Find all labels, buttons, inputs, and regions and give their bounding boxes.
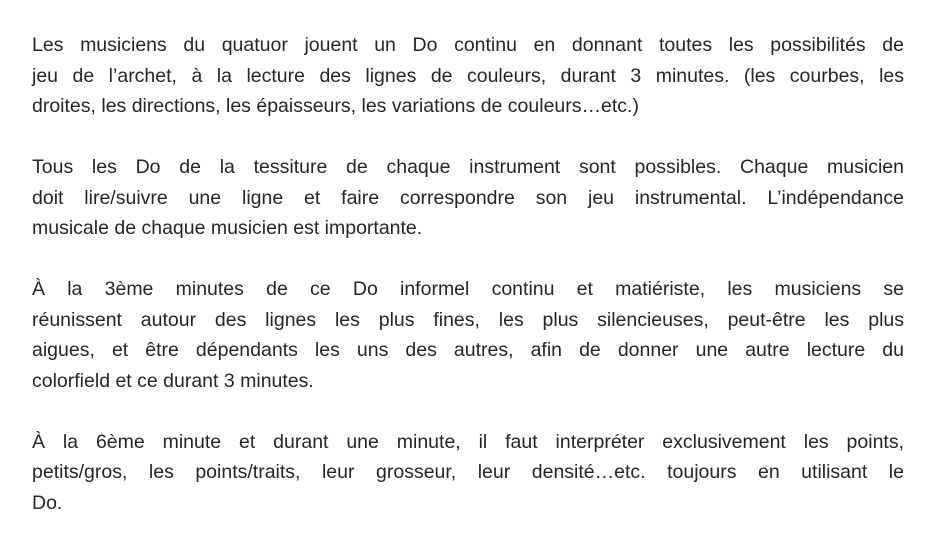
paragraph-3 <box>32 274 904 396</box>
paragraph-2 <box>32 152 904 244</box>
text-line: Tous les Do de la tessiture de chaque instrument sont possibles. Chaque musicien <box>32 156 904 178</box>
text-line: À la 6ème minute et durant une minute, il faut interpréter exclusivement les points, <box>32 430 904 453</box>
document-body <box>32 30 904 549</box>
paragraph-1 <box>32 30 904 122</box>
text-line: aigues, et être dépendants les uns des autres, afin de donner une autre lecture du <box>32 339 904 361</box>
text-line: colorfield et ce durant 3 minutes. <box>32 369 314 392</box>
text-line: réunissent autour des lignes les plus fines, les plus silencieuses, peut-être les plus <box>32 308 904 331</box>
text-line: droites, les directions, les épaisseurs, les variations de couleurs…etc.) <box>32 95 639 117</box>
text-line: Do. <box>32 491 63 514</box>
text-line: petits/gros, les points/traits, leur grosseur, leur densité…etc. toujours en utilisant le <box>32 461 904 483</box>
text-line: À la 3ème minutes de ce Do informel continu et matiériste, les musiciens se <box>32 278 904 300</box>
text-line: jeu de l’archet, à la lecture des lignes de couleurs, durant 3 minutes. (les courbes, les <box>32 64 904 87</box>
paragraph-4 <box>32 427 904 519</box>
text-line: musicale de chaque musicien est importante. <box>32 217 423 239</box>
text-line: Les musiciens du quatuor jouent un Do continu en donnant toutes les possibilités de <box>32 34 904 56</box>
text-line: doit lire/suivre une ligne et faire correspondre son jeu instrumental. L’indépendance <box>32 186 904 209</box>
